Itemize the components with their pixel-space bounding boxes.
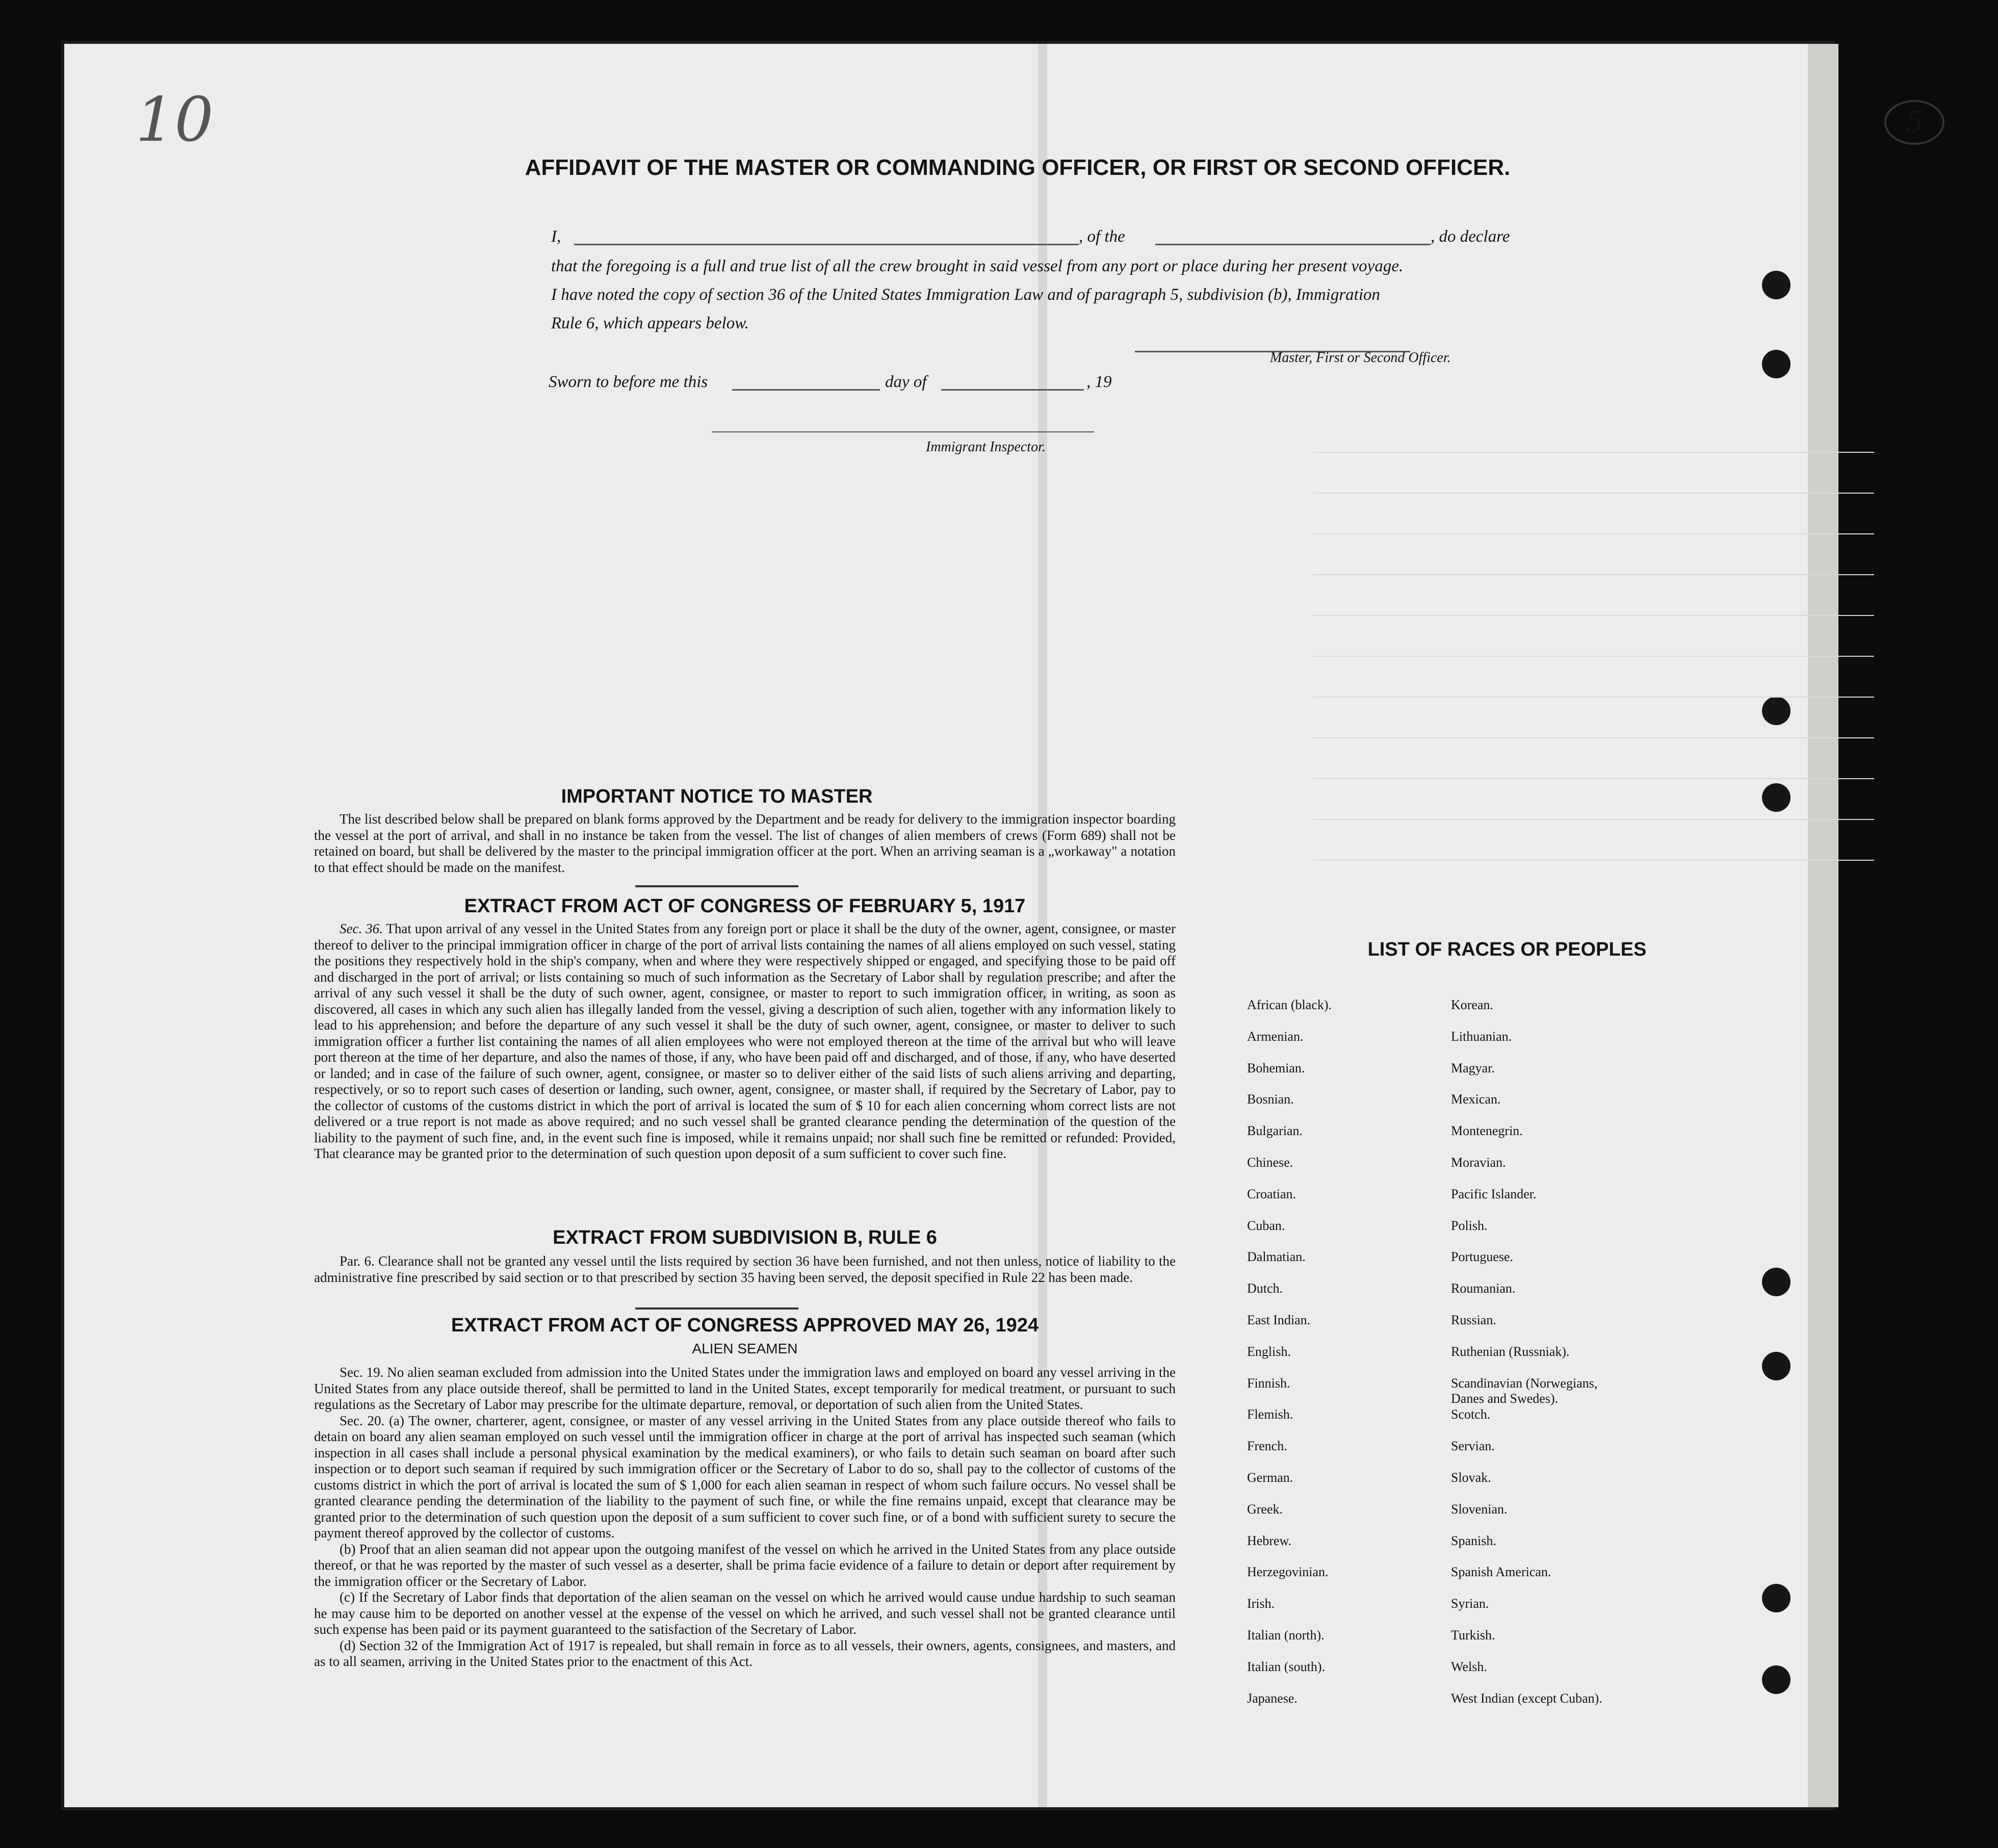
sec-20c-paragraph: (c) If the Secretary of Labor finds that deportation of the alien seaman on the vessel on which he arrived would cause undue hardship to such seaman he may cause him to be deported on another vessel at the expense of the vessel on which he arrived, and such vessel shall not be granted clearance until such expense has been paid or its payment guaranteed to the satisfaction of the Secretary of Labor. bbox=[314, 1589, 1176, 1637]
race-item: Turkish. bbox=[1451, 1628, 1495, 1642]
race-item: Portuguese. bbox=[1451, 1249, 1514, 1265]
race-item: Japanese. bbox=[1247, 1690, 1298, 1706]
day-blank bbox=[732, 389, 880, 391]
race-item: Flemish. bbox=[1247, 1407, 1293, 1422]
notice-text: The list described below shall be prepared on blank forms approved by the Department and be ready for delivery to the immigration inspector boarding the vessel at the port of arrival, and shall in no instance be taken from the vessel. The list of changes of alien members of crews (Form 689) shall not be retained on board, but shall be delivered by the master to the principal immigration officer at the port. When an arriving seaman is a „workaway" a notation to that effect should be made on the manifest. bbox=[314, 811, 1176, 875]
race-item: Bosnian. bbox=[1247, 1092, 1294, 1107]
sheet-number: 10 bbox=[136, 85, 214, 156]
sec-19-paragraph: Sec. 19. No alien seaman excluded from admission into the United States under the immigration laws and employed on board any vessel arriving in the United States from any place outside thereof, shall be permitted to land in the United States, except temporarily for medical treatment, or pursuant to such regulations as the Secretary of Labor may prescribe for the ultimate departure, removal, or deportation of such alien from the United States. bbox=[314, 1365, 1176, 1412]
race-item: Armenian. bbox=[1247, 1029, 1304, 1044]
subdivision-b-text: Par. 6. Clearance shall not be granted any vessel until the lists required by section 36 have been furnished, and not then unless, notice of liability to the administrative fine prescribed by said section or to that prescribed by section 35 having been served, the deposit specified in Rule 22 has been made. bbox=[314, 1253, 1176, 1285]
signature-label: Master, First or Second Officer. bbox=[1270, 350, 1451, 366]
page-edge bbox=[1808, 44, 1838, 1807]
races-heading: LIST OF RACES OR PEOPLES bbox=[1367, 939, 1647, 960]
subdivision-b-heading: EXTRACT FROM SUBDIVISION B, RULE 6 bbox=[553, 1227, 937, 1248]
race-item: Croatian. bbox=[1247, 1186, 1296, 1201]
race-item: Lithuanian. bbox=[1451, 1029, 1512, 1044]
section-divider bbox=[635, 885, 798, 887]
section-label: Sec. 36. bbox=[340, 921, 383, 936]
affidavit-line1-end: , do declare bbox=[1431, 227, 1510, 246]
race-item: Italian (north). bbox=[1247, 1628, 1325, 1642]
race-item: Dutch. bbox=[1247, 1281, 1283, 1296]
affidavit-line3: I have noted the copy of section 36 of the United States Immigration Law and of paragraph 5, subdivision (b), Immigration bbox=[551, 286, 1381, 304]
race-item: Slovak. bbox=[1451, 1470, 1491, 1485]
bleed-rule bbox=[1313, 452, 1874, 453]
race-item: West Indian (except Cuban). bbox=[1451, 1690, 1602, 1706]
bleed-rule bbox=[1313, 656, 1874, 657]
bleed-rule bbox=[1313, 819, 1874, 820]
inspector-blank bbox=[712, 431, 1094, 432]
vessel-blank bbox=[1155, 244, 1431, 245]
race-item: French. bbox=[1247, 1439, 1287, 1454]
race-item: Italian (south). bbox=[1247, 1659, 1326, 1674]
race-item: Cuban. bbox=[1247, 1218, 1285, 1233]
bleed-rule bbox=[1313, 493, 1874, 494]
race-item: Finnish. bbox=[1247, 1375, 1290, 1391]
affidavit-line2: that the foregoing is a full and true list of all the crew brought in said vessel from any port or place during her present voyage. bbox=[551, 257, 1404, 275]
binder-hole bbox=[1762, 697, 1791, 725]
race-item: Bulgarian. bbox=[1247, 1123, 1303, 1139]
race-item: Bohemian. bbox=[1247, 1060, 1305, 1075]
bleed-rule bbox=[1313, 574, 1874, 575]
race-item: Roumanian. bbox=[1451, 1281, 1516, 1296]
sworn-end: , 19 bbox=[1086, 373, 1112, 391]
affidavit-line1-start: I, bbox=[551, 227, 561, 246]
race-item: Polish. bbox=[1451, 1218, 1488, 1233]
race-item: Magyar. bbox=[1451, 1060, 1495, 1075]
section-36-text: That upon arrival of any vessel in the United States from any foreign port or place it shall be the duty of the owner, agent, consignee, or master thereof to deliver to the principal immigration officer in charge of the port of arrival lists containing the names of all aliens employed on such vessel, stating the positions they respectively hold in the ship's company, when and where they were respectively shipped or engaged, and specifying those to be paid off and discharged in the port of arrival; or lists containing so much of such information as the Secretary of Labor shall by regulation prescribe; and after the arrival of any such vessel it shall be the duty of such owner, agent, consignee, or master to report to such immigration officer, in writing, as soon as discovered, all cases in which any such alien has illegally landed from the vessel, giving a description of such alien, together with any information likely to lead to his apprehension; and before the departure of any such vessel it shall be the duty of such owner, agent, consignee, or master to deliver to such immigration officer a further list containing the names of all alien employees who were not employed thereon at the time of the arrival but who will leave port thereon at the time of her departure, and also the names of those, if any, who have been paid off and discharged, and of those, if any, who have deserted or landed; and in case of the failure of such owner, agent, consignee, or master so to deliver either of the said lists of such aliens arriving and departing, respectively, or so to report such cases of desertion or landing, such owner, agent, consignee, or master shall, if required by the Secretary of Labor, pay to the collector of customs of the customs district in which the port of arrival is located the sum of $ 10 for each alien concerning whom correct lists are not delivered or a true report is not made as above required; and no such vessel shall be granted clearance pending the determination of the question of the liability to the payment of such fine, and, in the event such fine is imposed, while it remains unpaid; nor shall such fine be remitted or refunded: Provided, That clearance may be granted prior to the determination of such question upon deposit of a sum sufficient to cover such fine. bbox=[314, 921, 1176, 1161]
race-item: Hebrew. bbox=[1247, 1533, 1292, 1548]
race-item: Spanish. bbox=[1451, 1533, 1496, 1548]
bleed-rule bbox=[1313, 737, 1874, 738]
binder-hole bbox=[1762, 1268, 1791, 1296]
sec-20d-paragraph: (d) Section 32 of the Immigration Act of 1917 is repealed, but shall remain in force as to all vessels, their owners, agents, consignees, and masters, and as to all seamen, arriving in the United States prior to the enactment of this Act. bbox=[314, 1637, 1176, 1669]
race-item: Servian. bbox=[1451, 1439, 1495, 1454]
binder-hole bbox=[1762, 271, 1791, 299]
race-item: Pacific Islander. bbox=[1451, 1186, 1537, 1201]
alien-seamen-subheading: ALIEN SEAMEN bbox=[692, 1341, 798, 1356]
name-blank bbox=[574, 244, 1079, 245]
bleed-rule bbox=[1313, 697, 1874, 698]
manifest-sheet bbox=[61, 41, 1924, 1810]
race-item: Moravian. bbox=[1451, 1155, 1506, 1170]
sec-20b-paragraph: (b) Proof that an alien seaman did not appear upon the outgoing manifest of the vessel on which he arrived in the United States from any place outside thereof, or that he was reported by the master of such vessel as a deserter, shall be prima facie evidence of a failure to detain or deport after requirement by the immigration officer or the Secretary of Labor. bbox=[314, 1541, 1176, 1589]
race-item: Spanish American. bbox=[1451, 1564, 1551, 1580]
race-item: Ruthenian (Russniak). bbox=[1451, 1344, 1570, 1359]
race-item: Slovenian. bbox=[1451, 1501, 1508, 1517]
month-blank bbox=[941, 389, 1084, 391]
race-item: Irish. bbox=[1247, 1596, 1275, 1611]
race-item: Scotch. bbox=[1451, 1407, 1491, 1422]
race-item: Dalmatian. bbox=[1247, 1249, 1306, 1265]
race-item: Chinese. bbox=[1247, 1155, 1293, 1170]
extract-1917-heading: EXTRACT FROM ACT OF CONGRESS OF FEBRUARY 5, 1917 bbox=[464, 895, 1026, 917]
extract-1924-body bbox=[314, 1365, 1176, 1670]
binder-hole bbox=[1762, 783, 1791, 812]
bleed-rule bbox=[1313, 860, 1874, 861]
binder-hole bbox=[1762, 1665, 1791, 1694]
race-item: Danes and Swedes). bbox=[1451, 1391, 1559, 1406]
race-item: Welsh. bbox=[1451, 1659, 1487, 1674]
extract-1917-text bbox=[314, 921, 1176, 1162]
affidavit-line4: Rule 6, which appears below. bbox=[551, 314, 749, 332]
race-item: Korean. bbox=[1451, 997, 1494, 1012]
race-item: Mexican. bbox=[1451, 1092, 1501, 1107]
race-item: Montenegrin. bbox=[1451, 1123, 1523, 1139]
race-item: African (black). bbox=[1247, 997, 1332, 1012]
bleed-rule bbox=[1313, 615, 1874, 616]
bleed-rule bbox=[1313, 533, 1874, 534]
race-item: Russian. bbox=[1451, 1313, 1496, 1327]
inspector-label: Immigrant Inspector. bbox=[926, 439, 1046, 455]
sworn-start: Sworn to before me this bbox=[549, 373, 708, 391]
bleed-rule bbox=[1313, 778, 1874, 779]
section-divider bbox=[635, 1307, 798, 1310]
affidavit-line1-mid: , of the bbox=[1079, 227, 1125, 246]
race-item: Greek. bbox=[1247, 1501, 1283, 1517]
sec-20a-paragraph: Sec. 20. (a) The owner, charterer, agent, consignee, or master of any vessel arriving in the United States from any place outside thereof who fails to detain on board any alien seaman employed on such vessel until the immigration officer in charge at the port of arrival has inspected such seaman (which inspection in all cases shall include a personal physical examination by the medical examiners), or who fails to detain such seaman on board after such inspection or to deport such seaman if required by such immigration officer or the Secretary of Labor to do so, shall pay to the collector of customs of the customs district in which the port of arrival is located the sum of $ 1,000 for each alien seaman in respect of whom such failure occurs. No vessel shall be granted clearance pending the determination of the liability to the payment of such fine, or while the fine remains unpaid, except that clearance may be granted prior to the determination of such question upon the deposit of a sum sufficient to cover such fine, or of a bond with sufficient surety to secure the payment thereof approved by the collector of customs. bbox=[314, 1413, 1176, 1541]
binder-hole bbox=[1762, 1584, 1791, 1612]
race-item: Herzegovinian. bbox=[1247, 1564, 1329, 1580]
binder-hole bbox=[1762, 1352, 1791, 1380]
race-item: East Indian. bbox=[1247, 1313, 1311, 1327]
binder-hole bbox=[1762, 350, 1791, 378]
race-item: Syrian. bbox=[1451, 1596, 1489, 1611]
corner-mark: 5 bbox=[1884, 100, 1944, 145]
extract-1924-heading: EXTRACT FROM ACT OF CONGRESS APPROVED MAY 26, 1924 bbox=[451, 1315, 1039, 1336]
race-item: English. bbox=[1247, 1344, 1291, 1359]
race-item: Scandinavian (Norwegians, bbox=[1451, 1375, 1598, 1391]
race-item: German. bbox=[1247, 1470, 1293, 1485]
notice-heading: IMPORTANT NOTICE TO MASTER bbox=[561, 786, 873, 807]
affidavit-heading: AFFIDAVIT OF THE MASTER OR COMMANDING OFFICER, OR FIRST OR SECOND OFFICER. bbox=[525, 155, 1511, 180]
sworn-mid: day of bbox=[885, 373, 927, 391]
